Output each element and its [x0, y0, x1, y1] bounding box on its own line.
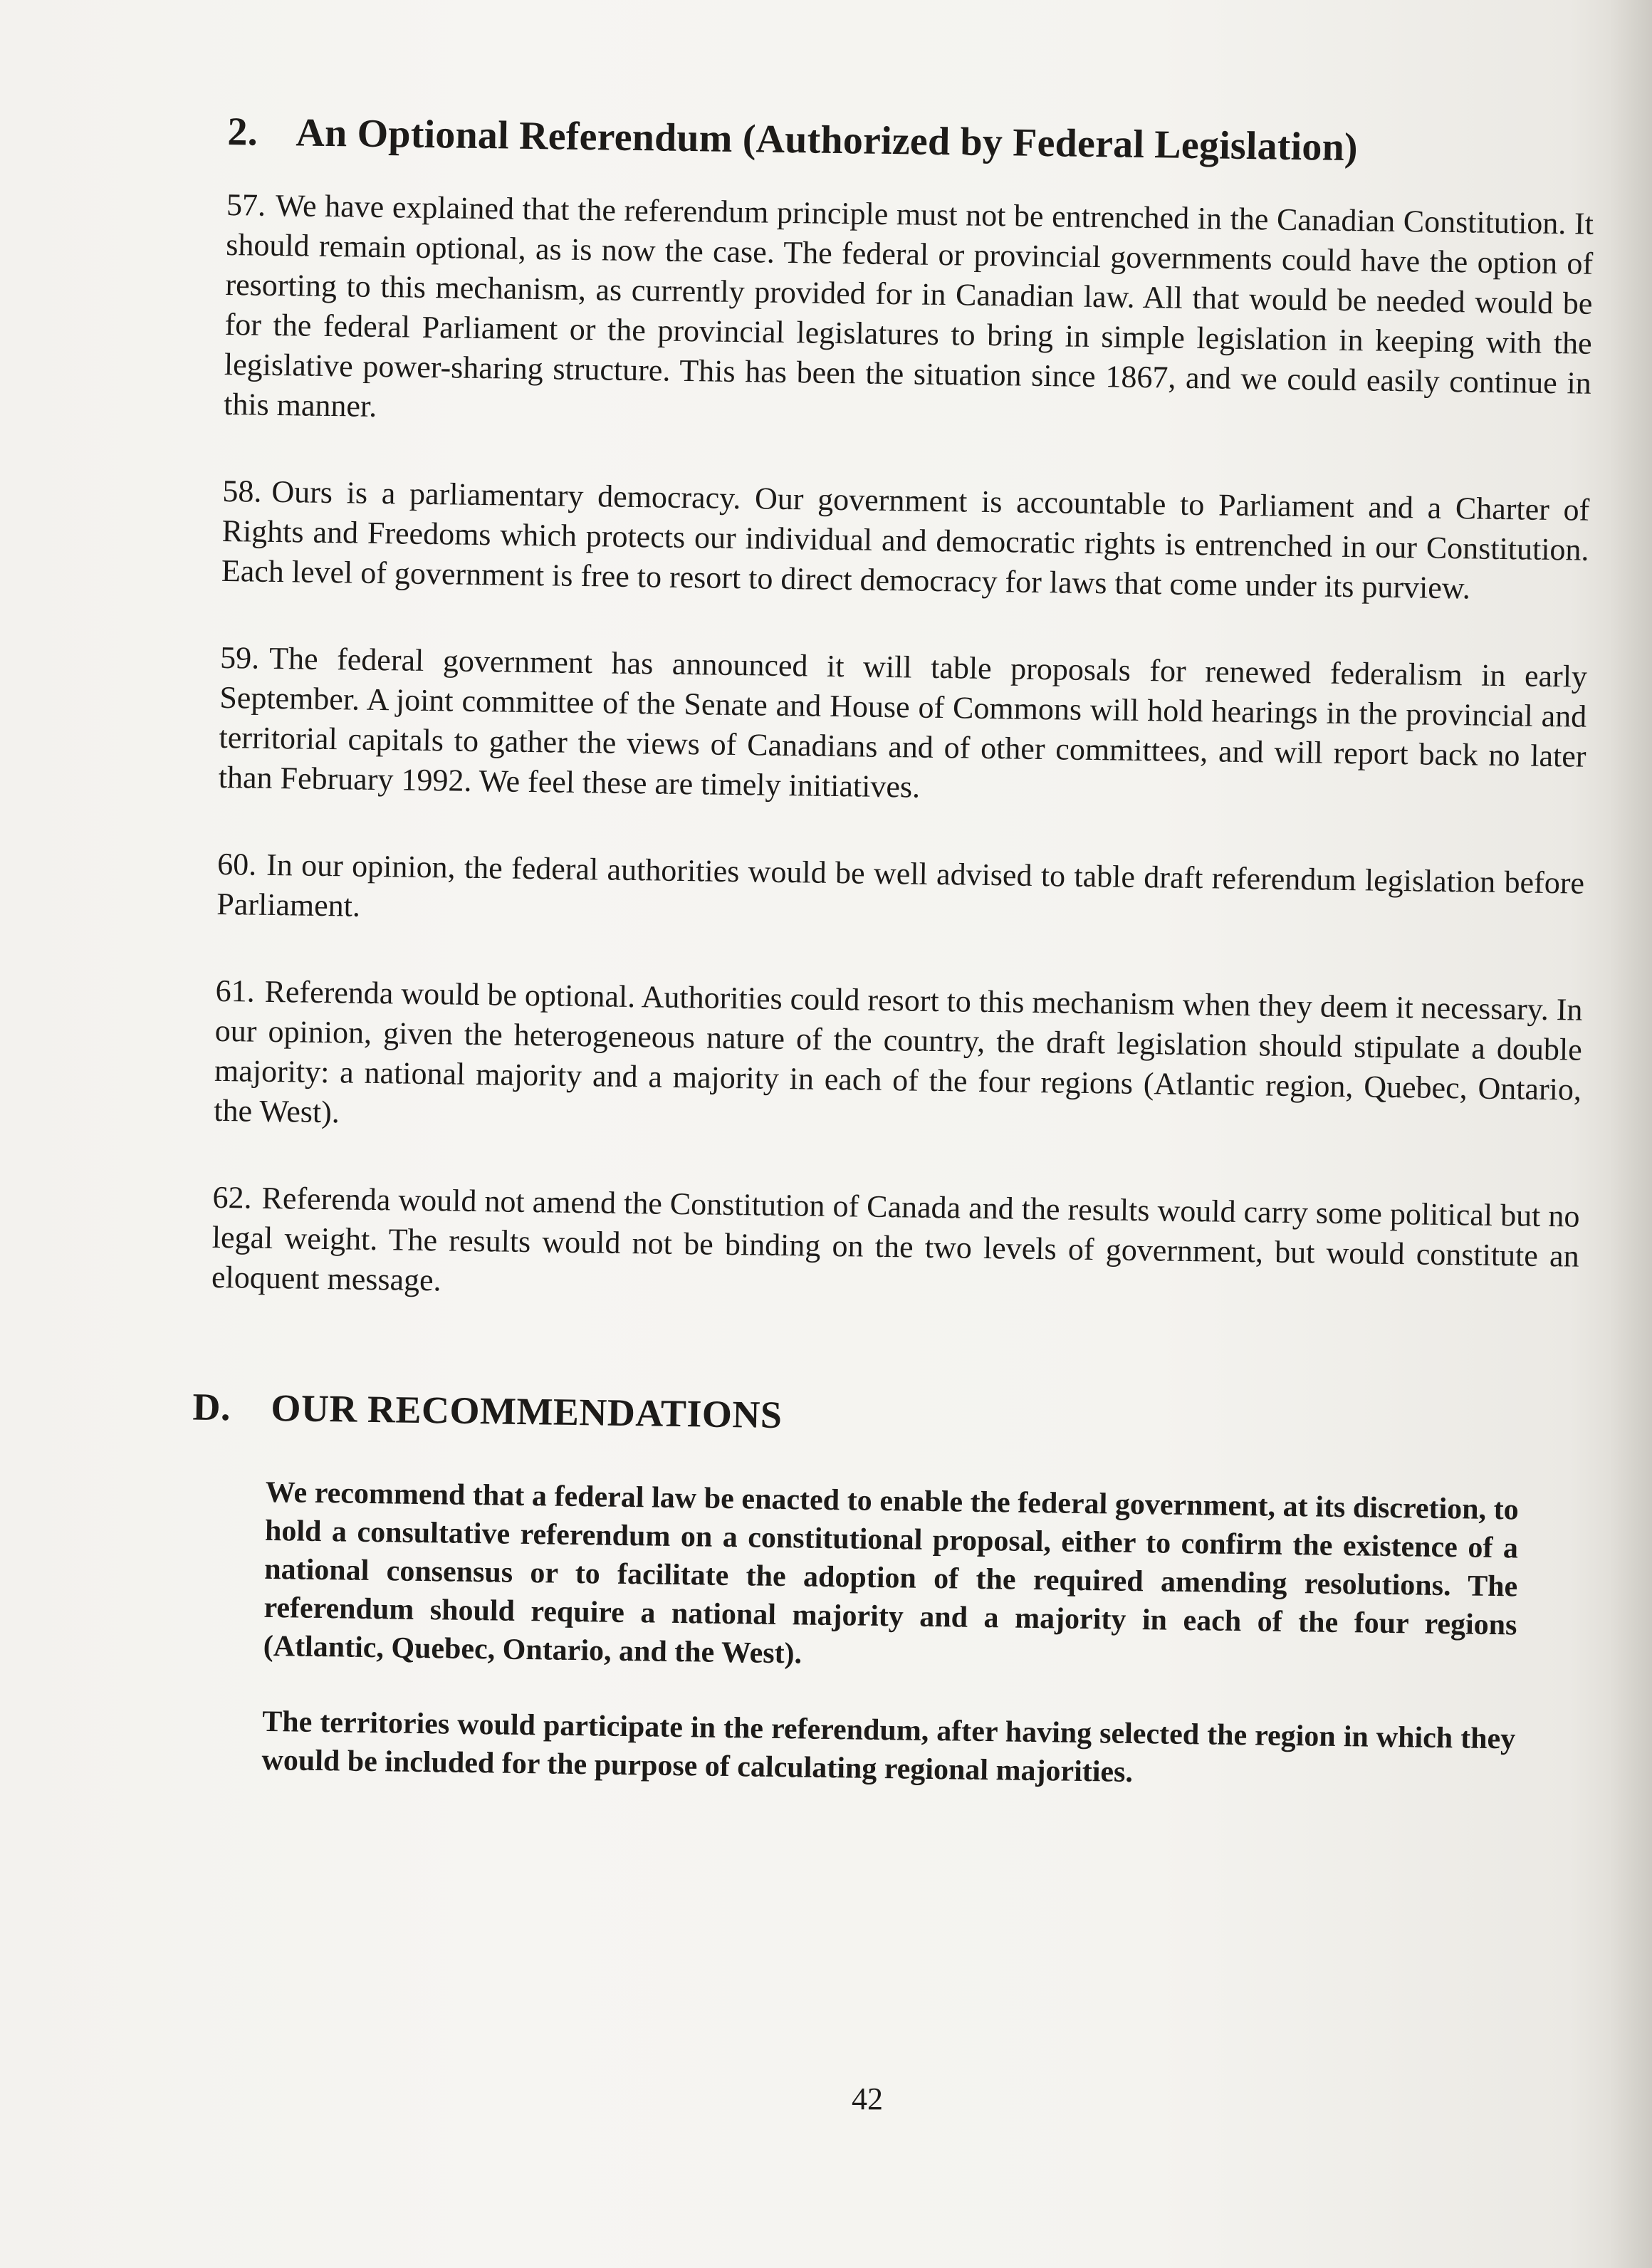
paragraph-number: 59. — [219, 639, 260, 676]
paragraph-text: In our opinion, the federal authorities would be well advised to table draft referendum legislation before Parliament. — [216, 847, 1585, 924]
paragraph-59 — [218, 638, 1587, 817]
paragraph-text: Ours is a parliamentary democracy. Our government is accountable to Parliament and a Charter of Rights and Freedoms which protects our individual and democratic rights is entrenched in our Constitution. Each level of government is free to resort to direct democracy for laws that come under its purview. — [221, 474, 1590, 606]
paragraph-number: 57. — [226, 187, 266, 223]
section-title: An Optional Referendum (Authorized by Federal Legislation) — [296, 110, 1359, 170]
paragraph-number: 58. — [222, 473, 262, 509]
paragraph-text: The federal government has announced it will table proposals for renewed federalism in early September. A joint committee of the Senate and House of Commons will hold hearings in the provincial and territorial capitals to gather the views of Canadians and of other committees, and will report back no later than February 1992. We feel these are timely initiatives. — [218, 640, 1588, 805]
recommendation-1: We recommend that a federal law be enacted to enable the federal government, at its discretion, to hold a consultative referendum on a constitutional proposal, either to confirm the existence of a national consensus or to facilitate the adoption of the required amending resolutions. The referendum should require a national majority and a majority in each of the four regions (Atlantic, Quebec, Ontario, and the West). — [263, 1475, 1519, 1671]
paragraph-58 — [221, 471, 1590, 610]
paragraph-62 — [211, 1178, 1580, 1317]
paragraph-text: Referenda would not amend the Constitution of Canada and the results would carry some political but no legal weight. The results would not be binding on the two levels of government, but would constitute an eloquent message. — [211, 1180, 1580, 1298]
paragraph-number: 60. — [216, 846, 257, 882]
page-number: 42 — [852, 2081, 883, 2116]
recommendation-2: The territories would participate in the referendum, after having selected the region in which they would be included for the purpose of calculating regional majorities. — [261, 1705, 1516, 1789]
recommendations-title: OUR RECOMMENDATIONS — [271, 1386, 783, 1437]
section-number: 2. — [227, 109, 258, 155]
paragraph-text: We have explained that the referendum principle must not be entrenched in the Canadian Constitution. It should remain optional, as is now the case. The federal or provincial governments could have the option of resorting to this mechanism, as currently provided for in Canadian law. All that would be needed would be for the federal Parliament or the provincial legislatures to bring in simple legislation in keeping with the legislative power-sharing structure. This has been the situation since 1867, and we could easily continue in this manner. — [223, 187, 1594, 424]
paragraph-text: Referenda would be optional. Authorities could resort to this mechanism when they deem it necessary. In our opinion, given the heterogeneous nature of the country, the draft legislation should stipulate a double majority: a national majority and a majority in each of the four regions (Atlantic region, Quebec, Ontario, the West). — [213, 973, 1583, 1130]
page-edge-shadow — [1609, 0, 1652, 2268]
paragraph-number: 62. — [212, 1179, 252, 1216]
recommendations-heading — [192, 1382, 1577, 1450]
paragraph-57 — [224, 185, 1594, 444]
paragraph-number: 61. — [215, 973, 256, 1009]
paragraph-61 — [214, 971, 1583, 1150]
page-content — [192, 107, 1594, 1835]
paragraph-60 — [216, 845, 1584, 944]
section-heading — [227, 107, 1595, 176]
recommendations-letter: D. — [192, 1385, 231, 1429]
